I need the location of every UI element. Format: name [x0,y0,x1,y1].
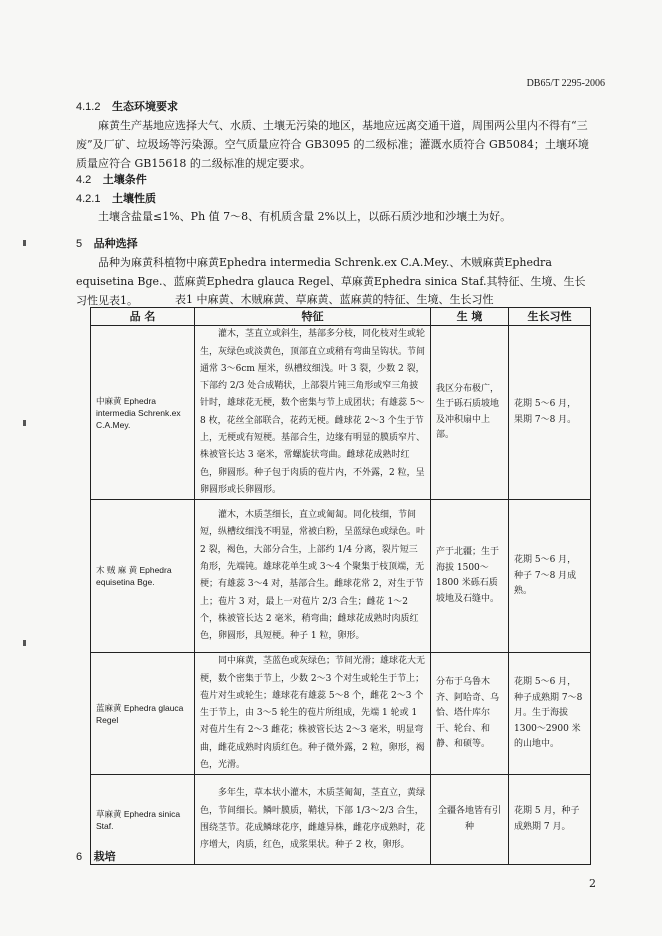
section-number: 4.1.2 [76,101,101,113]
table-row [91,500,591,653]
cell-growth: 花期 5～6 月，果期 7～8 月。 [509,326,591,500]
heading-4-2 [76,170,596,190]
cell-habitat: 分布于乌鲁木齐、阿哈奇、乌恰、塔什库尔干、轮台、和静、和硕等。 [431,653,509,775]
paragraph-varieties: 品种为麻黄科植物中麻黄Ephedra intermedia Schrenk.ex C.A.Mey.、木贼麻黄Ephedra equisetina Bge.、蓝麻黄Ephedra glauca Regel、草麻黄Ephedra sinica Staf.其特征、生境、生长习性见表1。 [76,256,586,307]
cell-name: 草麻黄 Ephedra sinica Staf. [91,775,195,865]
cell-habitat: 产于北疆；生于海拔 1500～1800 米砾石质坡地及石缝中。 [431,500,509,653]
page-number: 2 [589,877,596,890]
section-number: 5 [76,238,83,250]
paragraph-soil: 土壤含盐量≤1%、Ph 值 7～8、有机质含量 2%以上，以砾石质沙地和沙壤土为好。 [98,210,512,223]
paragraph-ecology: 麻黄生产基地应选择大气、水质、土壤无污染的地区，基地应远离交通干道，周围两公里内不得有“三废”及厂矿、垃圾场等污染源。空气质量应符合 GB3095 的二级标准；灌溉水质符合 GB5084；土壤环境质量应符合 GB15618 的二级标准的规定要求。 [76,119,589,170]
cell-name: 蓝麻黄 Ephedra glauca Regel [91,653,195,775]
section-title: 土壤性质 [111,192,156,205]
cell-habitat: 我区分布极广，生于砾石质坡地及冲积扇中上部。 [431,326,509,500]
section-title: 生态环境要求 [111,100,178,113]
table-row [91,653,591,775]
cell-feature: 同中麻黄，茎蓝色或灰绿色；节间光滑；雄球花大无梗，数个密集于节上，少数 2～3 个对生或轮生于节上；苞片对生或轮生；雄球花有雄蕊 5～8 个，雌花 2～3 个生于节上，由 3～5 轮生的苞片所组成，先端 1 轮或 1 对苞片生有 2～3 雌花；株被管长达 2～3 毫米，明显弯曲，雌花成熟时肉质红色。种子微外露，2 粒，卵形，褐色，光滑。 [195,653,431,775]
table-row [91,326,591,500]
heading-5 [76,234,596,254]
section-title: 土壤条件 [102,173,147,186]
table-caption: 表1 中麻黄、木贼麻黄、草麻黄、蓝麻黄的特征、生境、生长习性 [175,293,494,306]
section-number: 6 [76,851,83,863]
section-number: 4.2 [76,174,92,186]
margin-mark [23,240,26,246]
header-growth: 生长习性 [509,308,591,326]
header-habitat: 生 境 [431,308,509,326]
margin-mark [23,420,26,426]
cell-growth: 花期 5～6 月，种子 7～8 月成熟。 [509,500,591,653]
section-title: 栽培 [93,850,116,863]
cell-name: 木 贼 麻 黄 Ephedra equisetina Bge. [91,500,195,653]
cell-feature: 多年生，草本状小灌木，木质茎匍匐，茎直立，黄绿色，节间细长。鳞叶膜质，鞘状，下部 1/3～2/3 合生，围绕茎节。花成鳞球花序，雌雄异株，雌花序成熟时，花序增大，肉质，红色，成浆果状。种子 2 枚，卵形。 [195,775,431,865]
cell-habitat: 全疆各地皆有引种 [431,775,509,865]
cell-name: 中麻黄 Ephedra intermedia Schrenk.ex C.A.Mey. [91,326,195,500]
cell-growth: 花期 5～6 月，种子成熟期 7～8 月。生于海拔 1300～2900 米的山地中。 [509,653,591,775]
cell-feature: 灌木，木质茎细长，直立或匍匐。同化枝细，节间短，纵槽纹细浅不明显，常被白粉，呈蓝绿色或绿色。叶 2 裂，褐色，大部分合生，上部约 1/4 分离，裂片短三角形，先端钝。雄球花单生或 3～4 个聚集于枝顶端，无梗；有雄蕊 3～4 对，基部合生。雌球花常 2，对生于节上；苞片 3 对，最上一对苞片 2/3 合生；雌花 1～2 个，株被管长达 2 毫米，稍弯曲；雌球花成熟时肉质红色，卵圆形，具短梗。种子 1 粒，卵形。 [195,500,431,653]
table-header-row [91,308,591,326]
section-number: 4.2.1 [76,193,101,205]
cell-growth: 花期 5 月，种子成熟期 7 月。 [509,775,591,865]
margin-mark [23,640,26,646]
species-table [90,307,591,865]
heading-4-1-2 [76,97,596,117]
heading-4-2-1 [76,189,596,209]
header-feature: 特征 [195,308,431,326]
header-name: 品 名 [91,308,195,326]
document-id: DB65/T 2295-2006 [526,78,605,89]
section-title: 品种选择 [93,237,138,250]
cell-feature: 灌木，茎直立或斜生，基部多分枝，同化枝对生或轮生，灰绿色或淡黄色，顶部直立或稍有弯曲呈钩状。节间通常 3～6cm 厘米，纵槽纹细浅。叶 3 裂，少数 2 裂，下部约 2/3 处合成鞘状，上部裂片钝三角形或窄三角披针时，雄球花无梗，数个密集与节上成团状；有雄蕊 5～8 枚，花丝全部联合，花药无梗。雌球花 2～3 个生于节上，无梗或有短梗。基部合生，边缘有明显的膜质窄片、株被管长达 3 毫米，常螺旋状弯曲。雌球花成熟时红色，卵圆形。种子包于肉质的苞片内，不外露，2 粒，呈卵圆形或长卵圆形。 [195,326,431,500]
heading-6 [76,847,596,867]
